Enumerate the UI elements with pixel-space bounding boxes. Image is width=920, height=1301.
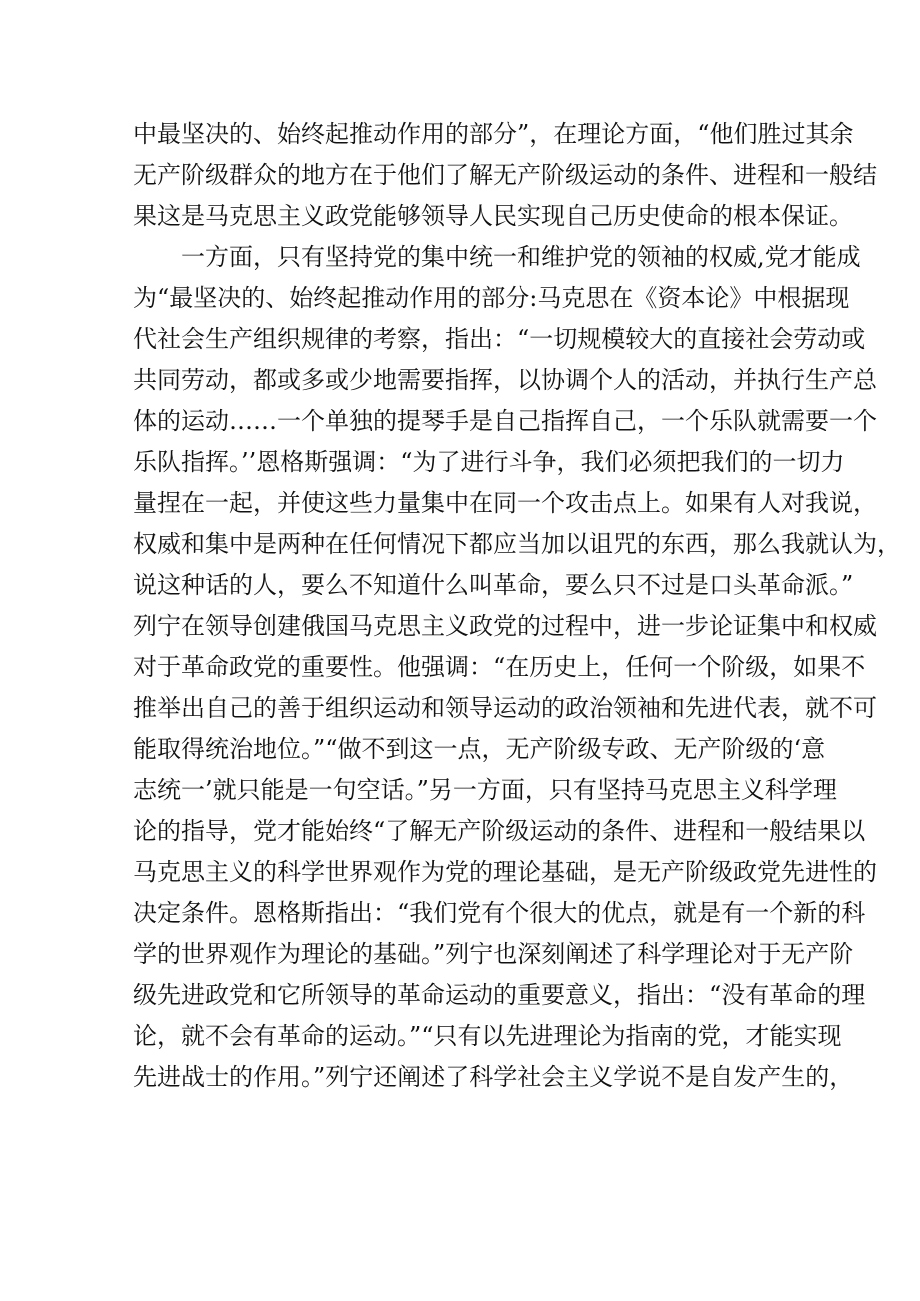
- text-line: 共同劳动，都或多或少地需要指挥，以协调个人的活动，并执行生产总: [133, 366, 877, 394]
- text-line: 中最坚决的、始终起推动作用的部分”，在理论方面，“他们胜过其余: [133, 120, 854, 148]
- text-line: 为“最坚决的、始终起推动作用的部分:马克思在《资本论》中根据现: [133, 284, 850, 312]
- document-body: [133, 114, 901, 1098]
- text-line: 级先进政党和它所领导的革命运动的重要意义，指出：“没有革命的理: [133, 981, 866, 1009]
- text-line: 对于革命政党的重要性。他强调：“在历史上，任何一个阶级，如果不: [133, 653, 866, 681]
- text-line: 量捏在一起，并使这些力量集中在同一个攻击点上。如果有人对我说，: [133, 489, 877, 517]
- text-line: 论的指导，党才能始终“了解无产阶级运动的条件、进程和一般结果以: [133, 817, 866, 845]
- text-line: 代社会生产组织规律的考察，指出：“一切规模较大的直接社会劳动或: [133, 325, 866, 353]
- text-line: 体的运动……一个单独的提琴手是自己指挥自己，一个乐队就需要一个: [133, 407, 877, 435]
- text-line: 果这是马克思主义政党能够领导人民实现自己历史使命的根本保证。: [133, 202, 853, 230]
- text-line: 学的世界观作为理论的基础。”列宁也深刻阐述了科学理论对于无产阶: [133, 940, 854, 968]
- text-line: 说这种话的人，要么不知道什么叫革命，要么只不过是口头革命派。”: [133, 571, 854, 599]
- text-line: 权威和集中是两种在任何情况下都应当加以诅咒的东西，那么我就认为，: [133, 530, 901, 558]
- text-line: 论，就不会有革命的运动。”“只有以先进理论为指南的党，才能实现: [133, 1022, 842, 1050]
- text-line: 乐队指挥。’’恩格斯强调：“为了进行斗争，我们必须把我们的一切力: [133, 448, 845, 476]
- text-line: 能取得统治地位。”“做不到这一点，无产阶级专政、无产阶级的‘意: [133, 735, 826, 763]
- text-line: 先进战士的作用。”列宁还阐述了科学社会主义学说不是自发产生的，: [133, 1063, 854, 1091]
- text-line: 列宁在领导创建俄国马克思主义政党的过程中，进一步论证集中和权威: [133, 612, 877, 640]
- text-line: 志统一’就只能是一句空话。”另一方面，只有坚持马克思主义科学理: [133, 776, 837, 804]
- text-line: 无产阶级群众的地方在于他们了解无产阶级运动的条件、进程和一般结: [133, 161, 877, 189]
- text-line: 决定条件。恩格斯指出：“我们党有个很大的优点，就是有一个新的科: [133, 899, 866, 927]
- paragraph-start-line: 一方面，只有坚持党的集中统一和维护党的领袖的权威,党才能成: [181, 243, 861, 271]
- text-line: 推举出自己的善于组织运动和领导运动的政治领袖和先进代表，就不可: [133, 694, 877, 722]
- text-line: 马克思主义的科学世界观作为党的理论基础，是无产阶级政党先进性的: [133, 858, 877, 886]
